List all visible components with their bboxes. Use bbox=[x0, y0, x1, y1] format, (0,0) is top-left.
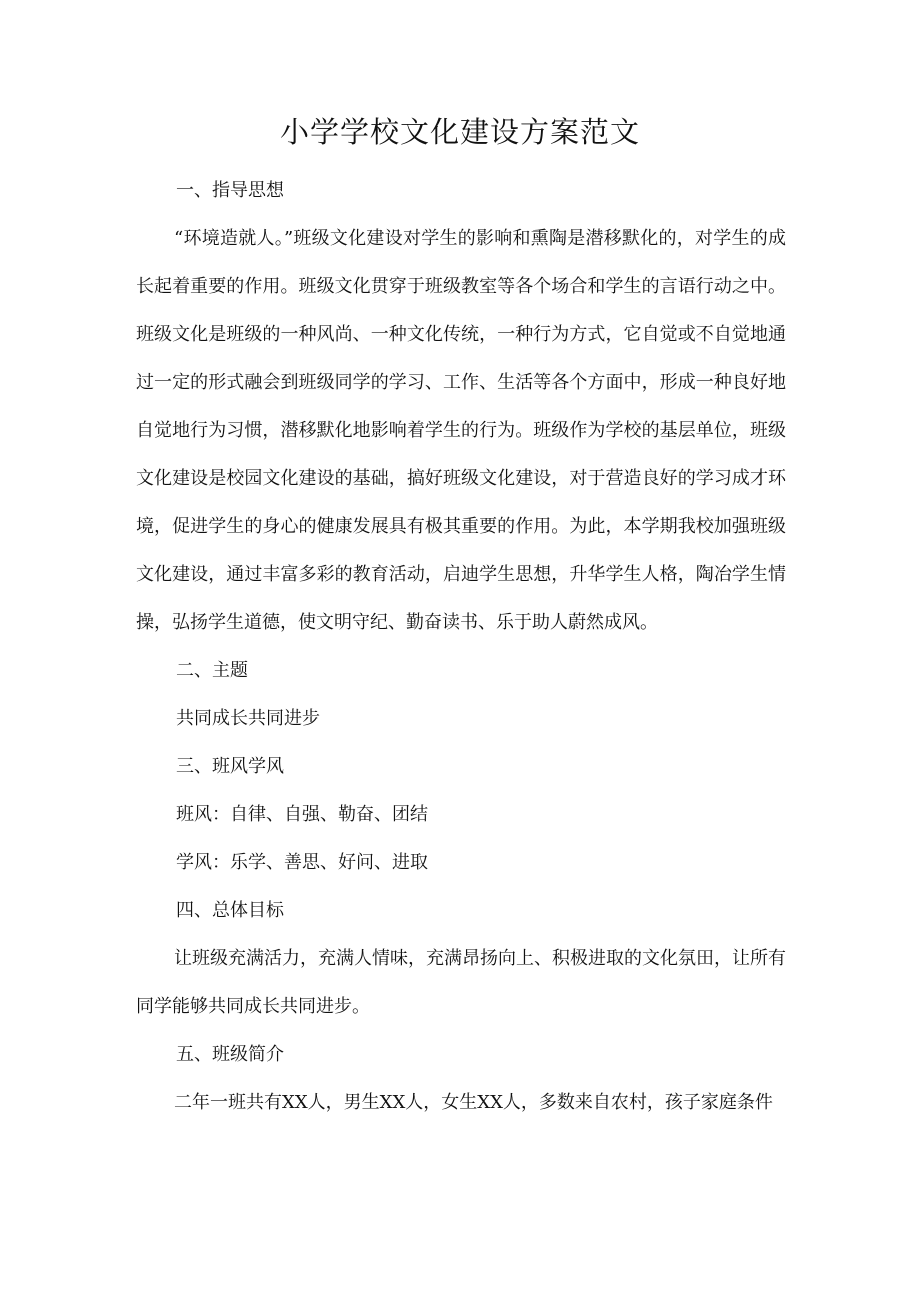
study-style-text: 学风：乐学、善思、好问、进取 bbox=[176, 852, 428, 873]
section-heading-class-intro: 五、班级简介 bbox=[176, 1044, 284, 1065]
section-heading-guiding-ideology: 一、指导思想 bbox=[176, 180, 284, 201]
paragraph-guiding-ideology: “环境造就人。”班级文化建设对学生的影响和熏陶是潜移默化的，对学生的成长起着重要的作用。班级文化贯穿于班级教室等各个场合和学生的言语行动之中。班级文化是班级的一种风尚、一种文化传统，一种行为方式，它自觉或不自觉地通过一定的形式融会到班级同学的学习、工作、生活等各个方面中，形成一种良好地自觉地行为习惯，潜移默化地影响着学生的行为。班级作为学校的基层单位，班级文化建设是校园文化建设的基础，搞好班级文化建设，对于营造良好的学习成才环境，促进学生的身心的健康发展具有极其重要的作用。为此，本学期我校加强班级文化建设，通过丰富多彩的教育活动，启迪学生思想，升华学生人格，陶冶学生情操，弘扬学生道德，使文明守纪、勤奋读书、乐于助人蔚然成风。 bbox=[136, 228, 786, 633]
theme-text: 共同成长共同进步 bbox=[176, 708, 320, 729]
paragraph-class-intro: 二年一班共有XX人，男生XX人，女生XX人，多数来自农村，孩子家庭条件 bbox=[174, 1092, 773, 1113]
section-heading-theme: 二、主题 bbox=[176, 660, 248, 681]
section-heading-overall-goal: 四、总体目标 bbox=[176, 900, 284, 921]
class-style-text: 班风：自律、自强、勒奋、团结 bbox=[176, 804, 428, 825]
document-body bbox=[136, 167, 786, 1127]
paragraph-overall-goal: 让班级充满活力，充满人情味，充满昂扬向上、积极进取的文化氛田，让所有同学能够共同成长共同进步。 bbox=[136, 948, 786, 1017]
document-title: 小学学校文化建设方案范文 bbox=[279, 115, 640, 149]
section-heading-class-study-style: 三、班风学风 bbox=[176, 756, 284, 777]
